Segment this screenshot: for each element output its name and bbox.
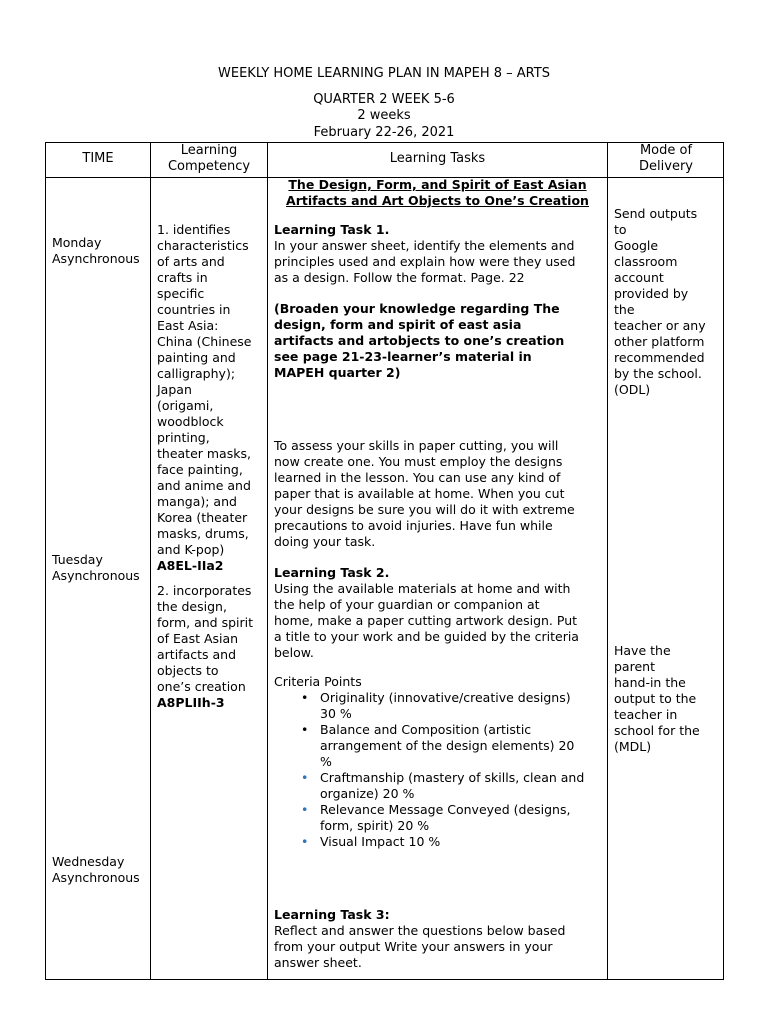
text-line: Originality (innovative/creative designs) — [320, 690, 571, 705]
text-line: woodblock — [157, 414, 224, 429]
text-line: by the school. — [614, 366, 702, 381]
text-line: precautions to avoid injuries. Have fun while — [274, 518, 553, 533]
text-line: The Design, Form, and Spirit of East Asian — [288, 177, 587, 192]
broaden-knowledge-note — [274, 301, 564, 381]
text-line: home, make a paper cutting artwork design. Put — [274, 613, 578, 628]
text-line: Artifacts and Art Objects to One’s Creation — [286, 193, 589, 208]
learning-task-1 — [274, 222, 575, 286]
text-line: To assess your skills in paper cutting, you will — [274, 438, 559, 453]
criteria-item — [274, 770, 607, 802]
text-line: Asynchronous — [52, 568, 140, 583]
column-divider — [150, 142, 151, 980]
text-line: arrangement of the design elements) 20 — [320, 738, 575, 753]
text-line: printing, — [157, 430, 210, 445]
time-wednesday — [52, 854, 140, 886]
text-line: % — [320, 754, 332, 769]
text-line: Wednesday — [52, 854, 125, 869]
text-line: objects to — [157, 663, 219, 678]
competency-2 — [157, 583, 253, 711]
time-tuesday — [52, 552, 140, 584]
text-line: calligraphy); — [157, 366, 236, 381]
text-line: your designs be sure you will do it with extreme — [274, 502, 575, 517]
text-line: answer sheet. — [274, 955, 362, 970]
text-line: Relevance Message Conveyed (designs, — [320, 802, 571, 817]
competency-1 — [157, 222, 252, 574]
text-line: teacher in — [614, 707, 678, 722]
column-header-tasks — [268, 151, 607, 167]
text-line: classroom — [614, 254, 678, 269]
learning-task-1-title: Learning Task 1. — [274, 222, 390, 237]
text-line: Balance and Composition (artistic — [320, 722, 532, 737]
text-line: manga); and — [157, 494, 237, 509]
tasks-heading — [268, 177, 607, 209]
text-line: Google — [614, 238, 659, 253]
text-line: theater masks, — [157, 446, 251, 461]
duration: 2 weeks — [357, 108, 411, 123]
column-divider — [267, 142, 268, 980]
text-line: Send outputs — [614, 206, 698, 221]
mode-mdl — [614, 643, 700, 755]
text-line: 30 % — [320, 706, 352, 721]
plan-title: WEEKLY HOME LEARNING PLAN IN MAPEH 8 – ARTS — [218, 66, 550, 81]
text-line: to — [614, 222, 627, 237]
text-line: form, spirit) 20 % — [320, 818, 430, 833]
text-line: the help of your guardian or companion at — [274, 597, 540, 612]
learning-task-2 — [274, 565, 579, 661]
text-line: TIME — [82, 151, 114, 166]
text-line: specific — [157, 286, 205, 301]
text-line: face painting, — [157, 462, 243, 477]
text-line: (Broaden your knowledge regarding The — [274, 301, 560, 316]
text-line: provided by — [614, 286, 689, 301]
text-line: of East Asian — [157, 631, 239, 646]
text-line: Craftmanship (mastery of skills, clean and — [320, 770, 585, 785]
text-line: Learning — [180, 143, 238, 158]
bullet-icon: • — [301, 690, 309, 705]
text-line: Have the — [614, 643, 671, 658]
text-line: the — [614, 302, 635, 317]
text-line: (ODL) — [614, 382, 651, 397]
text-line: crafts in — [157, 270, 208, 285]
time-monday — [52, 235, 140, 267]
bullet-icon: • — [301, 802, 309, 817]
text-line: a title to your work and be guided by the criteria — [274, 629, 579, 644]
competency-1-text — [157, 222, 252, 558]
text-line: and K-pop) — [157, 542, 225, 557]
text-line: MAPEH quarter 2) — [274, 365, 401, 380]
criteria-title: Criteria Points — [274, 674, 362, 689]
text-line: countries in — [157, 302, 231, 317]
text-line: other platform — [614, 334, 705, 349]
learning-task-2-title: Learning Task 2. — [274, 565, 390, 580]
text-line: paper that is available at home. When you cut — [274, 486, 565, 501]
text-line: design, form and spirit of east asia — [274, 317, 522, 332]
text-line: (MDL) — [614, 739, 652, 754]
text-line: and anime and — [157, 478, 251, 493]
text-line: artifacts and artobjects to one’s creation — [274, 333, 565, 348]
text-line: as a design. Follow the format. Page. 22 — [274, 270, 525, 285]
text-line: recommended — [614, 350, 705, 365]
text-line: organize) 20 % — [320, 786, 415, 801]
text-line: now create one. You must employ the designs — [274, 454, 563, 469]
text-line: parent — [614, 659, 655, 674]
quarter-week: QUARTER 2 WEEK 5-6 — [313, 92, 455, 107]
text-line: the design, — [157, 599, 227, 614]
text-line: Visual Impact 10 % — [320, 834, 441, 849]
text-line: Tuesday — [52, 552, 103, 567]
text-line: 2. incorporates — [157, 583, 252, 598]
text-line: below. — [274, 645, 314, 660]
text-line: (origami, — [157, 398, 214, 413]
criteria-item — [274, 802, 607, 834]
text-line: principles used and explain how were they used — [274, 254, 576, 269]
text-line: In your answer sheet, identify the elements and — [274, 238, 575, 253]
learning-task-3 — [274, 907, 565, 971]
text-line: of arts and — [157, 254, 225, 269]
mode-odl — [614, 206, 706, 398]
text-line: Monday — [52, 235, 102, 250]
text-line: Asynchronous — [52, 251, 140, 266]
competency-2-text — [157, 583, 253, 695]
criteria-list — [274, 690, 607, 850]
text-line: doing your task. — [274, 534, 376, 549]
text-line: Delivery — [639, 159, 693, 174]
text-line: account — [614, 270, 664, 285]
text-line: Asynchronous — [52, 870, 140, 885]
text-line: teacher or any — [614, 318, 706, 333]
text-line: one’s creation — [157, 679, 246, 694]
competency-1-code: A8EL-IIa2 — [157, 558, 224, 573]
assess-skills-paragraph — [274, 438, 575, 550]
text-line: Korea (theater — [157, 510, 248, 525]
text-line: Japan — [157, 382, 192, 397]
bullet-icon: • — [301, 722, 309, 737]
column-header-competency — [151, 143, 267, 175]
text-line: East Asia: — [157, 318, 219, 333]
text-line: hand-in the — [614, 675, 686, 690]
text-line: characteristics — [157, 238, 249, 253]
text-line: China (Chinese — [157, 334, 252, 349]
competency-2-code: A8PLIIh-3 — [157, 695, 225, 710]
text-line: artifacts and — [157, 647, 237, 662]
text-line: painting and — [157, 350, 236, 365]
text-line: 1. identifies — [157, 222, 231, 237]
text-line: Mode of — [639, 143, 693, 158]
text-line: from your output Write your answers in your — [274, 939, 553, 954]
text-line: Using the available materials at home and with — [274, 581, 571, 596]
criteria-item — [274, 834, 607, 850]
text-line: Competency — [167, 159, 251, 174]
criteria-item — [274, 690, 607, 722]
column-divider — [607, 142, 608, 980]
text-line: output to the — [614, 691, 697, 706]
column-header-mode — [608, 143, 724, 175]
text-line: Learning Tasks — [389, 151, 486, 166]
text-line: form, and spirit — [157, 615, 254, 630]
text-line: school for the — [614, 723, 700, 738]
text-line: masks, drums, — [157, 526, 249, 541]
bullet-icon: • — [301, 834, 309, 849]
text-line: see page 21-23-learner’s material in — [274, 349, 532, 364]
text-line: learned in the lesson. You can use any kind of — [274, 470, 561, 485]
column-header-time — [46, 151, 150, 167]
learning-task-3-title: Learning Task 3: — [274, 907, 390, 922]
text-line: Reflect and answer the questions below based — [274, 923, 566, 938]
date-range: February 22-26, 2021 — [313, 125, 455, 140]
bullet-icon: • — [301, 770, 309, 785]
criteria-item — [274, 722, 607, 770]
